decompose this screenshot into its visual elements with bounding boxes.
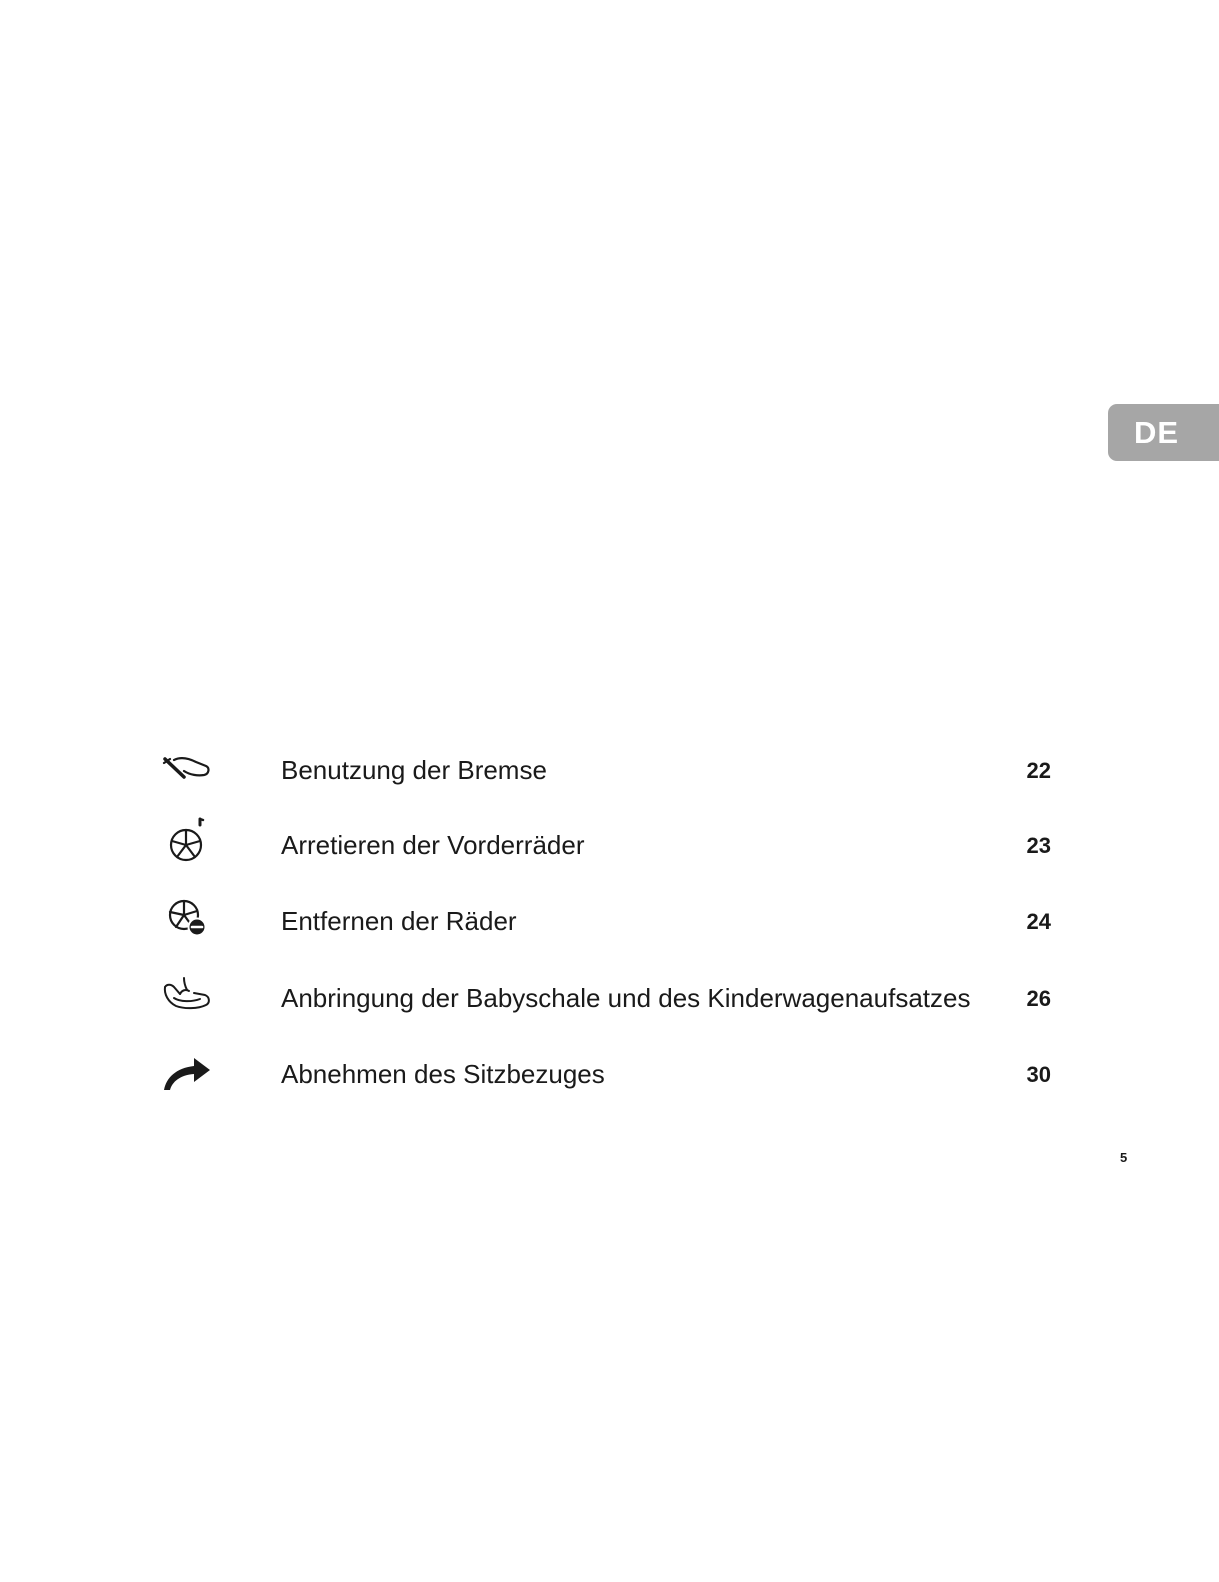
front-wheel-lock-icon <box>160 815 214 875</box>
toc-item-title[interactable]: Abnehmen des Sitzbezuges <box>281 1059 605 1089</box>
toc-item-title[interactable]: Benutzung der Bremse <box>281 755 547 785</box>
toc-item-page[interactable]: 26 <box>1026 986 1051 1011</box>
toc-item-page[interactable]: 22 <box>1026 758 1051 783</box>
toc-item-page[interactable]: 30 <box>1026 1062 1051 1087</box>
toc-item-title[interactable]: Entfernen der Räder <box>281 906 517 936</box>
page-number: 5 <box>1120 1150 1128 1165</box>
car-seat-icon <box>160 968 214 1028</box>
toc-item <box>0 891 1219 951</box>
toc-item-title[interactable]: Anbringung der Babyschale und des Kinderwagenaufsatzes <box>281 983 971 1013</box>
language-tab-label: DE <box>1134 414 1180 450</box>
curved-arrow-icon <box>160 1044 214 1104</box>
wheel-remove-icon <box>160 891 214 951</box>
language-tab <box>1108 404 1219 461</box>
toc-item <box>0 740 1219 800</box>
toc-item-page[interactable]: 24 <box>1026 909 1051 934</box>
toc-item <box>0 815 1219 875</box>
toc-item <box>0 1044 1219 1104</box>
toc-item-title[interactable]: Arretieren der Vorderräder <box>281 830 585 860</box>
brake-pedal-icon <box>160 740 214 800</box>
toc-item <box>0 968 1219 1028</box>
toc-item-page[interactable]: 23 <box>1026 833 1051 858</box>
